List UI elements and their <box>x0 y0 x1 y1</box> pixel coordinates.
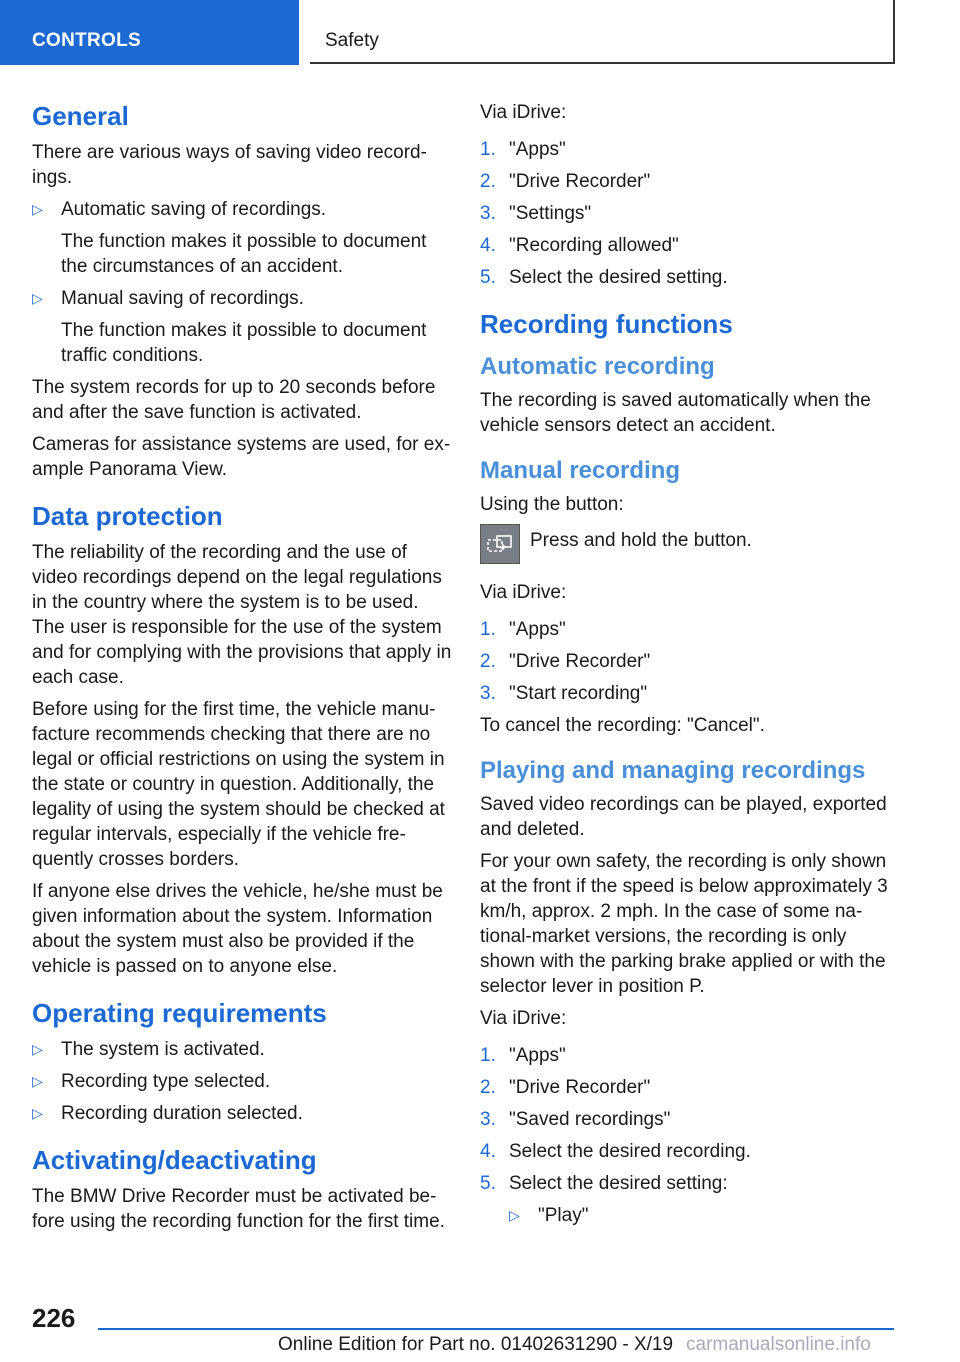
list-item-label: The system is activated. <box>61 1039 265 1060</box>
data-paragraph: The reliability of the recording and the use of video recordings depend on the legal regulations in the country where the system is to be used. The user is responsible for the use of the system and for complying with the provisions that apply in each case. <box>32 542 452 688</box>
header-chapter-box <box>310 0 895 64</box>
left-column <box>32 100 452 1241</box>
heading-automatic-recording: Automatic recording <box>480 353 715 380</box>
triangle-bullet-icon: ▷ <box>32 1105 43 1121</box>
list-item-desc: The function makes it possible to document traffic conditions. <box>61 320 427 366</box>
list-item <box>480 681 900 706</box>
activating-paragraph: The BMW Drive Recorder must be activated be-fore using the recording function for the first time. <box>32 1186 445 1232</box>
step-text: "Apps" <box>509 619 566 640</box>
heading-activating: Activating/deactivating <box>32 1145 317 1175</box>
step-text: "Drive Recorder" <box>509 171 651 192</box>
step-number: 4. <box>480 1141 496 1162</box>
triangle-bullet-icon: ▷ <box>32 1041 43 1057</box>
heading-data-protection: Data protection <box>32 501 223 531</box>
list-item-label: Automatic saving of recordings. <box>61 199 327 220</box>
playback-steps <box>480 1043 900 1228</box>
list-item-desc: The function makes it possible to document the circumstances of an accident. <box>61 231 427 277</box>
step-number: 4. <box>480 235 496 256</box>
button-instruction <box>480 524 900 570</box>
list-item <box>480 1107 900 1132</box>
list-item <box>32 197 452 279</box>
list-item <box>480 1043 900 1068</box>
step-number: 2. <box>480 1077 496 1098</box>
page-number: 226 <box>32 1303 76 1333</box>
cancel-paragraph: To cancel the recording: "Cancel". <box>480 715 765 736</box>
heading-playing-managing: Playing and managing recordings <box>480 757 866 784</box>
list-item <box>480 617 900 642</box>
heading-general: General <box>32 101 129 131</box>
step-number: 1. <box>480 619 496 640</box>
automatic-paragraph: The recording is saved automatically when the vehicle sensors detect an accident. <box>480 390 871 436</box>
heading-operating-requirements: Operating requirements <box>32 998 327 1028</box>
data-paragraph: Before using for the first time, the vehicle manu-facture recommends checking that there are no legal or official restrictions on using the system in the state or country in question. Additionally, the legality of using the system should be checked at regular intervals, especially if the vehicle fre-quently crosses borders. <box>32 699 445 870</box>
list-item-label: "Play" <box>538 1205 589 1226</box>
heading-manual-recording: Manual recording <box>480 457 681 484</box>
step-number: 3. <box>480 683 496 704</box>
general-intro: There are various ways of saving video record-ings. <box>32 142 427 188</box>
step-number: 2. <box>480 651 496 672</box>
general-paragraph: The system records for up to 20 seconds before and after the save function is activated. <box>32 377 436 423</box>
list-item-label: Manual saving of recordings. <box>61 288 304 309</box>
triangle-bullet-icon: ▷ <box>32 1073 43 1089</box>
list-item <box>32 1069 452 1094</box>
list-item <box>509 1203 900 1228</box>
right-column <box>480 100 900 1235</box>
via-idrive-label: Via iDrive: <box>480 1008 567 1029</box>
step-number: 2. <box>480 171 496 192</box>
heading-recording-functions: Recording functions <box>480 309 733 339</box>
step-number: 1. <box>480 1045 496 1066</box>
step-text: "Apps" <box>509 139 566 160</box>
step-text: "Apps" <box>509 1045 566 1066</box>
via-idrive-label: Via iDrive: <box>480 582 567 603</box>
settings-steps <box>480 137 900 290</box>
list-item <box>480 137 900 162</box>
list-item <box>480 1171 900 1228</box>
list-item <box>32 1037 452 1062</box>
button-instruction-text: Press and hold the button. <box>530 530 752 551</box>
list-item <box>480 1139 900 1164</box>
watermark: carmanualsonline.info <box>686 1334 871 1355</box>
step-text: "Recording allowed" <box>509 235 679 256</box>
step-text: Select the desired setting: <box>509 1173 728 1194</box>
manual-paragraph: Using the button: <box>480 494 624 515</box>
step-number: 3. <box>480 203 496 224</box>
triangle-bullet-icon: ▷ <box>509 1207 520 1223</box>
step-text: Select the desired recording. <box>509 1141 751 1162</box>
data-paragraph: If anyone else drives the vehicle, he/she must be given information about the system. Information about the system must also be provided if the vehicle is passed on to anyone else. <box>32 881 443 977</box>
general-paragraph: Cameras for assistance systems are used, for ex-ample Panorama View. <box>32 434 451 480</box>
footer-divider <box>98 1328 894 1330</box>
header-chapter: Safety <box>325 30 379 51</box>
header-section-tab <box>0 0 299 65</box>
list-item <box>480 169 900 194</box>
triangle-bullet-icon: ▷ <box>32 290 43 306</box>
list-item <box>32 1101 452 1126</box>
step-text: "Drive Recorder" <box>509 651 651 672</box>
step-number: 1. <box>480 139 496 160</box>
setting-sublist <box>509 1203 900 1228</box>
triangle-bullet-icon: ▷ <box>32 201 43 217</box>
play-paragraph: Saved video recordings can be played, exported and deleted. <box>480 794 887 840</box>
step-number: 3. <box>480 1109 496 1130</box>
step-text: "Saved recordings" <box>509 1109 671 1130</box>
header-section: CONTROLS <box>32 30 142 51</box>
list-item <box>480 201 900 226</box>
list-item <box>32 286 452 368</box>
step-text: "Settings" <box>509 203 592 224</box>
list-item <box>480 649 900 674</box>
via-idrive-label: Via iDrive: <box>480 102 567 123</box>
requirements-list <box>32 1037 452 1126</box>
list-item <box>480 233 900 258</box>
step-text: "Drive Recorder" <box>509 1077 651 1098</box>
list-item-label: Recording type selected. <box>61 1071 271 1092</box>
step-number: 5. <box>480 267 496 288</box>
general-list <box>32 197 452 368</box>
step-text: "Start recording" <box>509 683 648 704</box>
drive-recorder-button-icon <box>480 524 520 564</box>
list-item <box>480 265 900 290</box>
play-paragraph: For your own safety, the recording is only shown at the front if the speed is below approximately 3 km/h, approx. 2 mph. In the case of some na-tional-market versions, the recording is only shown with the parking brake applied or with the selector lever in position P. <box>480 851 888 997</box>
manual-steps <box>480 617 900 706</box>
footer-edition: Online Edition for Part no. 01402631290 - X/19 <box>278 1334 674 1355</box>
list-item-label: Recording duration selected. <box>61 1103 303 1124</box>
step-text: Select the desired setting. <box>509 267 728 288</box>
list-item <box>480 1075 900 1100</box>
step-number: 5. <box>480 1173 496 1194</box>
